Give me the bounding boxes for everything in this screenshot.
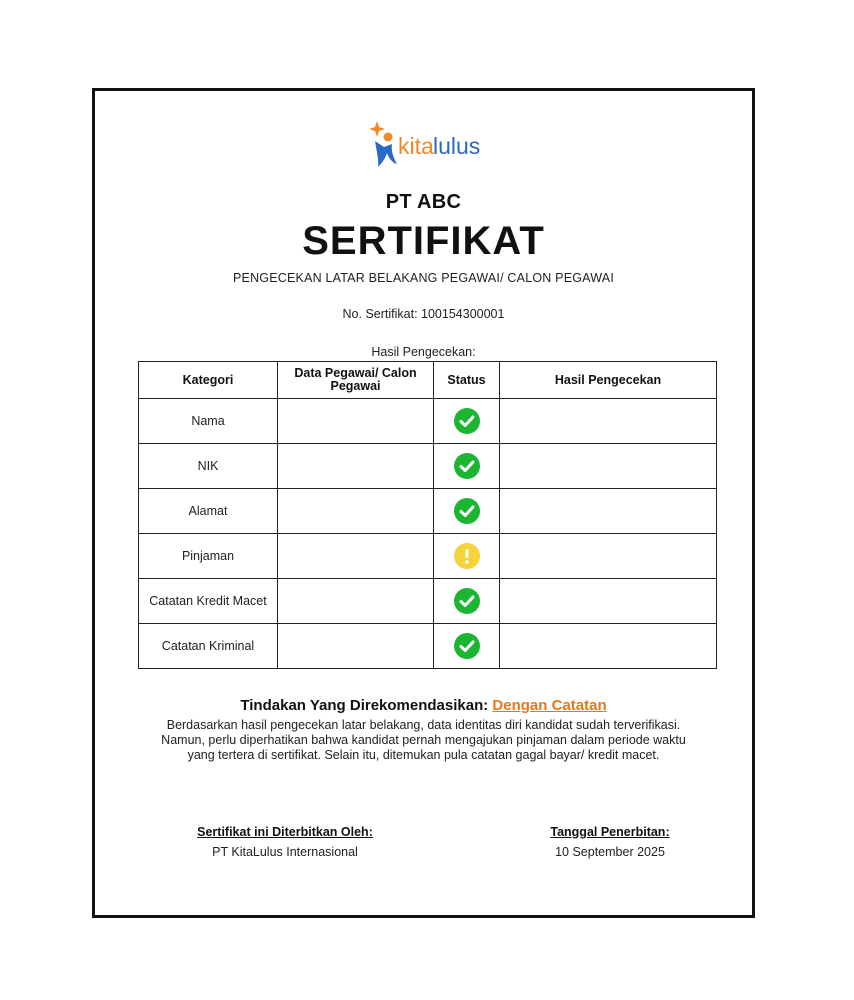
row-result <box>500 534 717 579</box>
header-employee-data: Data Pegawai/ Calon Pegawai <box>278 362 434 399</box>
recommendation-line: yang tertera di sertifikat. Selain itu, ditemukan pula catatan gagal bayar/ kredit macet. <box>187 748 660 762</box>
row-status <box>434 624 500 669</box>
warning-icon <box>454 543 480 569</box>
results-label: Hasil Pengecekan: <box>371 345 476 359</box>
row-category: NIK <box>139 444 278 489</box>
row-category: Nama <box>139 399 278 444</box>
row-employee-data <box>278 534 434 579</box>
row-employee-data <box>278 579 434 624</box>
certificate-subtitle: PENGECEKAN LATAR BELAKANG PEGAWAI/ CALON PEGAWAI <box>233 271 614 285</box>
issue-date-label: Tanggal Penerbitan: <box>550 825 670 839</box>
row-status <box>434 489 500 534</box>
certificate-title: SERTIFIKAT <box>302 219 545 263</box>
certificate-number: No. Sertifikat: 100154300001 <box>342 307 505 321</box>
recommendation-value[interactable]: Dengan Catatan <box>492 697 607 714</box>
check-circle-icon <box>454 633 480 659</box>
row-result <box>500 489 717 534</box>
row-result <box>500 624 717 669</box>
row-status <box>434 444 500 489</box>
table-row <box>139 399 717 444</box>
row-category: Catatan Kredit Macet <box>139 579 278 624</box>
issuer-label: Sertifikat ini Diterbitkan Oleh: <box>197 825 373 839</box>
check-circle-icon <box>454 588 480 614</box>
issue-date-value: 10 September 2025 <box>555 845 665 859</box>
issue-date-block <box>515 825 705 859</box>
recommendation-line: Berdasarkan hasil pengecekan latar belakang, data identitas diri kandidat sudah terverifikasi. <box>166 718 681 732</box>
logo-text-lulus: lulus <box>433 133 481 159</box>
check-circle-icon <box>454 453 480 479</box>
table-header-row <box>139 362 717 399</box>
row-result <box>500 444 717 489</box>
certificate <box>92 88 755 918</box>
row-status <box>434 399 500 444</box>
recommendation-body <box>135 718 712 763</box>
recommendation-label: Tindakan Yang Direkomendasikan: <box>240 697 489 714</box>
results-table <box>138 361 717 669</box>
header-category: Kategori <box>139 362 278 399</box>
recommendation-line: Namun, perlu diperhatikan bahwa kandidat pernah mengajukan pinjaman dalam periode waktu <box>161 733 686 747</box>
row-result <box>500 579 717 624</box>
check-circle-icon <box>454 408 480 434</box>
header-status: Status <box>434 362 500 399</box>
table-row <box>139 624 717 669</box>
row-employee-data <box>278 489 434 534</box>
row-category: Pinjaman <box>139 534 278 579</box>
logo-text-kita: kita <box>398 133 434 159</box>
row-category: Catatan Kriminal <box>139 624 278 669</box>
recommendation-heading <box>95 697 752 714</box>
issuer-value: PT KitaLulus Internasional <box>212 845 358 859</box>
row-employee-data <box>278 624 434 669</box>
check-circle-icon <box>454 498 480 524</box>
table-row <box>139 444 717 489</box>
table-row <box>139 534 717 579</box>
row-employee-data <box>278 399 434 444</box>
row-status <box>434 579 500 624</box>
kitalulus-logo <box>367 119 497 171</box>
header-result: Hasil Pengecekan <box>500 362 717 399</box>
table-row <box>139 579 717 624</box>
row-employee-data <box>278 444 434 489</box>
row-category: Alamat <box>139 489 278 534</box>
row-result <box>500 399 717 444</box>
company-name: PT ABC <box>385 191 462 213</box>
row-status <box>434 534 500 579</box>
table-row <box>139 489 717 534</box>
issuer-block <box>155 825 415 859</box>
